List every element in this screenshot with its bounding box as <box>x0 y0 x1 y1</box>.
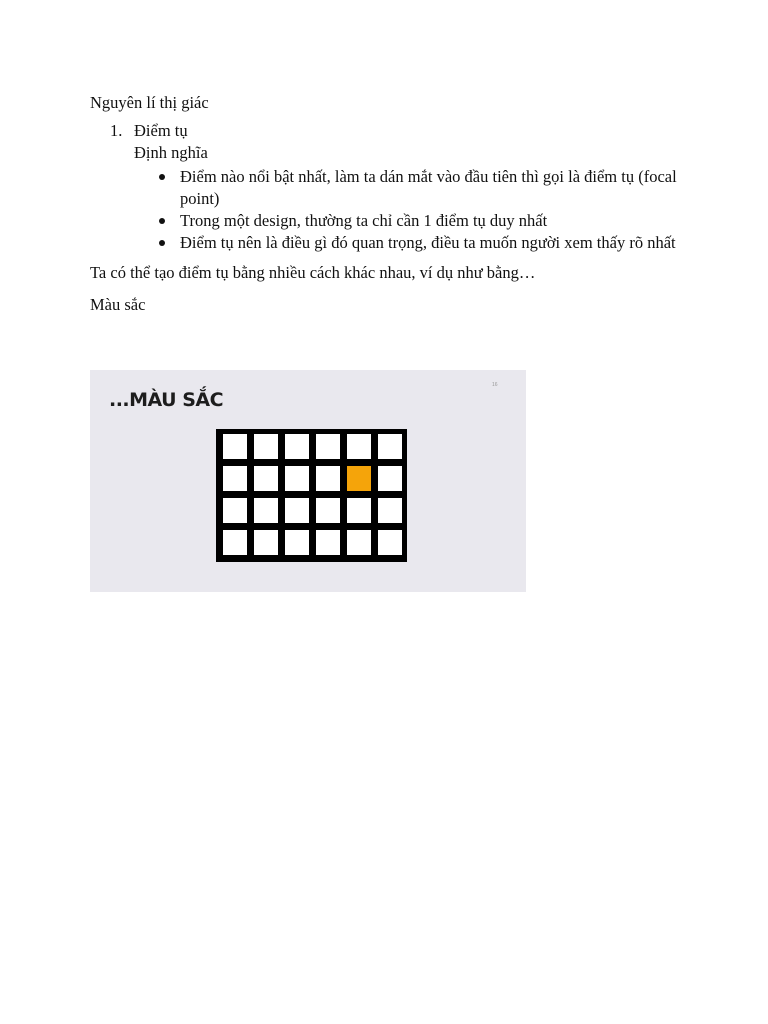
grid-cell <box>223 530 247 555</box>
bullet-icon <box>159 218 165 224</box>
slide-page-number: 16 <box>492 382 498 388</box>
bullet-item <box>134 210 690 232</box>
section-label: Màu sắc <box>90 295 146 314</box>
section-subheading: Định nghĩa <box>134 143 208 162</box>
list-number: 1. <box>110 121 123 140</box>
body-paragraph: Ta có thể tạo điểm tụ bằng nhiều cách khác nhau, ví dụ như bằng… <box>90 263 536 282</box>
grid-cell <box>254 466 278 491</box>
grid-cell <box>378 498 402 523</box>
grid-cell <box>285 466 309 491</box>
bullet-text: Điểm nào nổi bật nhất, làm ta dán mắt vào đầu tiên thì gọi là điểm tụ (focal point) <box>180 167 677 208</box>
focal-grid <box>216 429 407 562</box>
grid-cell <box>347 530 371 555</box>
bullet-icon <box>159 174 165 180</box>
grid-cell <box>347 434 371 459</box>
grid-cell <box>347 498 371 523</box>
grid-cell <box>285 498 309 523</box>
grid-cell <box>316 466 340 491</box>
grid-cell <box>254 434 278 459</box>
grid-cell <box>254 530 278 555</box>
grid-cell <box>316 434 340 459</box>
section-heading: Điểm tụ <box>134 121 188 140</box>
bullet-item <box>134 166 690 210</box>
grid-cell <box>378 530 402 555</box>
grid-cell <box>285 434 309 459</box>
grid-cell <box>316 530 340 555</box>
list-item <box>90 120 690 254</box>
bullet-icon <box>159 240 165 246</box>
bullet-list <box>134 166 690 254</box>
grid-cell <box>378 434 402 459</box>
document-body <box>90 92 690 316</box>
grid-cell <box>285 530 309 555</box>
slide-title: ...MÀU SẮC <box>109 389 224 411</box>
bullet-text: Điểm tụ nên là điều gì đó quan trọng, điều ta muốn người xem thấy rõ nhất <box>180 233 676 252</box>
document-title: Nguyên lí thị giác <box>90 93 209 112</box>
grid-cell <box>254 498 278 523</box>
focal-cell <box>347 466 371 491</box>
grid-cell <box>223 498 247 523</box>
grid-cell <box>223 434 247 459</box>
grid-cell <box>316 498 340 523</box>
numbered-list <box>90 120 690 254</box>
grid-cell <box>378 466 402 491</box>
grid-cell <box>223 466 247 491</box>
bullet-item <box>134 232 690 254</box>
slide-image <box>90 370 526 592</box>
bullet-text: Trong một design, thường ta chỉ cần 1 điểm tụ duy nhất <box>180 211 548 230</box>
